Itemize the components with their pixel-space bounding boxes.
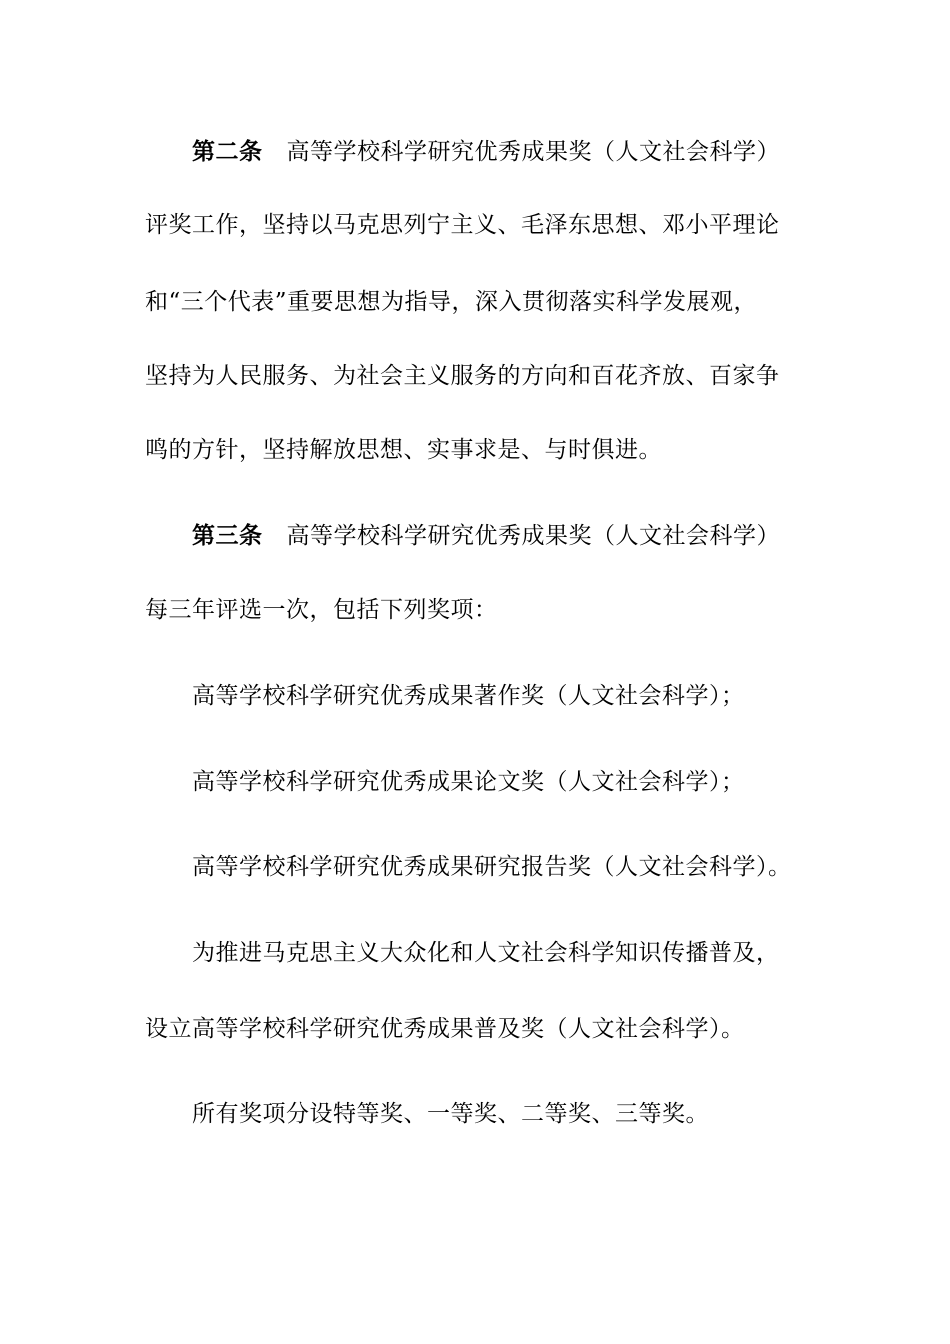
award-grades-line: 所有奖项分设特等奖、一等奖、二等奖、三等奖。: [192, 1101, 709, 1127]
award-item-works: 高等学校科学研究优秀成果著作奖（人文社会科学）；: [192, 683, 745, 709]
article-3-text-line-1: 高等学校科学研究优秀成果奖（人文社会科学）: [286, 523, 780, 549]
popularization-line-2: 设立高等学校科学研究优秀成果普及奖（人文社会科学）。: [145, 1016, 745, 1042]
award-item-papers: 高等学校科学研究优秀成果论文奖（人文社会科学）；: [192, 769, 745, 795]
popularization-line-1: 为推进马克思主义大众化和人文社会科学知识传播普及，: [192, 940, 780, 966]
article-2-text-line-3: 和“三个代表”重要思想为指导，深入贯彻落实科学发展观，: [145, 289, 758, 315]
article-2-text-line-4: 坚持为人民服务、为社会主义服务的方向和百花齐放、百家争: [145, 363, 780, 389]
article-3-text-line-2: 每三年评选一次，包括下列奖项：: [145, 597, 498, 623]
article-2-text-line-2: 评奖工作，坚持以马克思列宁主义、毛泽东思想、邓小平理论: [145, 212, 780, 238]
article-3-first-line: [192, 520, 780, 552]
award-item-research-report: 高等学校科学研究优秀成果研究报告奖（人文社会科学）。: [192, 854, 792, 880]
article-2-text-line-5: 鸣的方针，坚持解放思想、实事求是、与时俱进。: [145, 437, 662, 463]
article-2-first-line: [192, 136, 780, 168]
article-2-label: 第二条: [192, 138, 263, 165]
article-2-text-line-1: 高等学校科学研究优秀成果奖（人文社会科学）: [286, 139, 780, 165]
article-3-label: 第三条: [192, 522, 263, 549]
